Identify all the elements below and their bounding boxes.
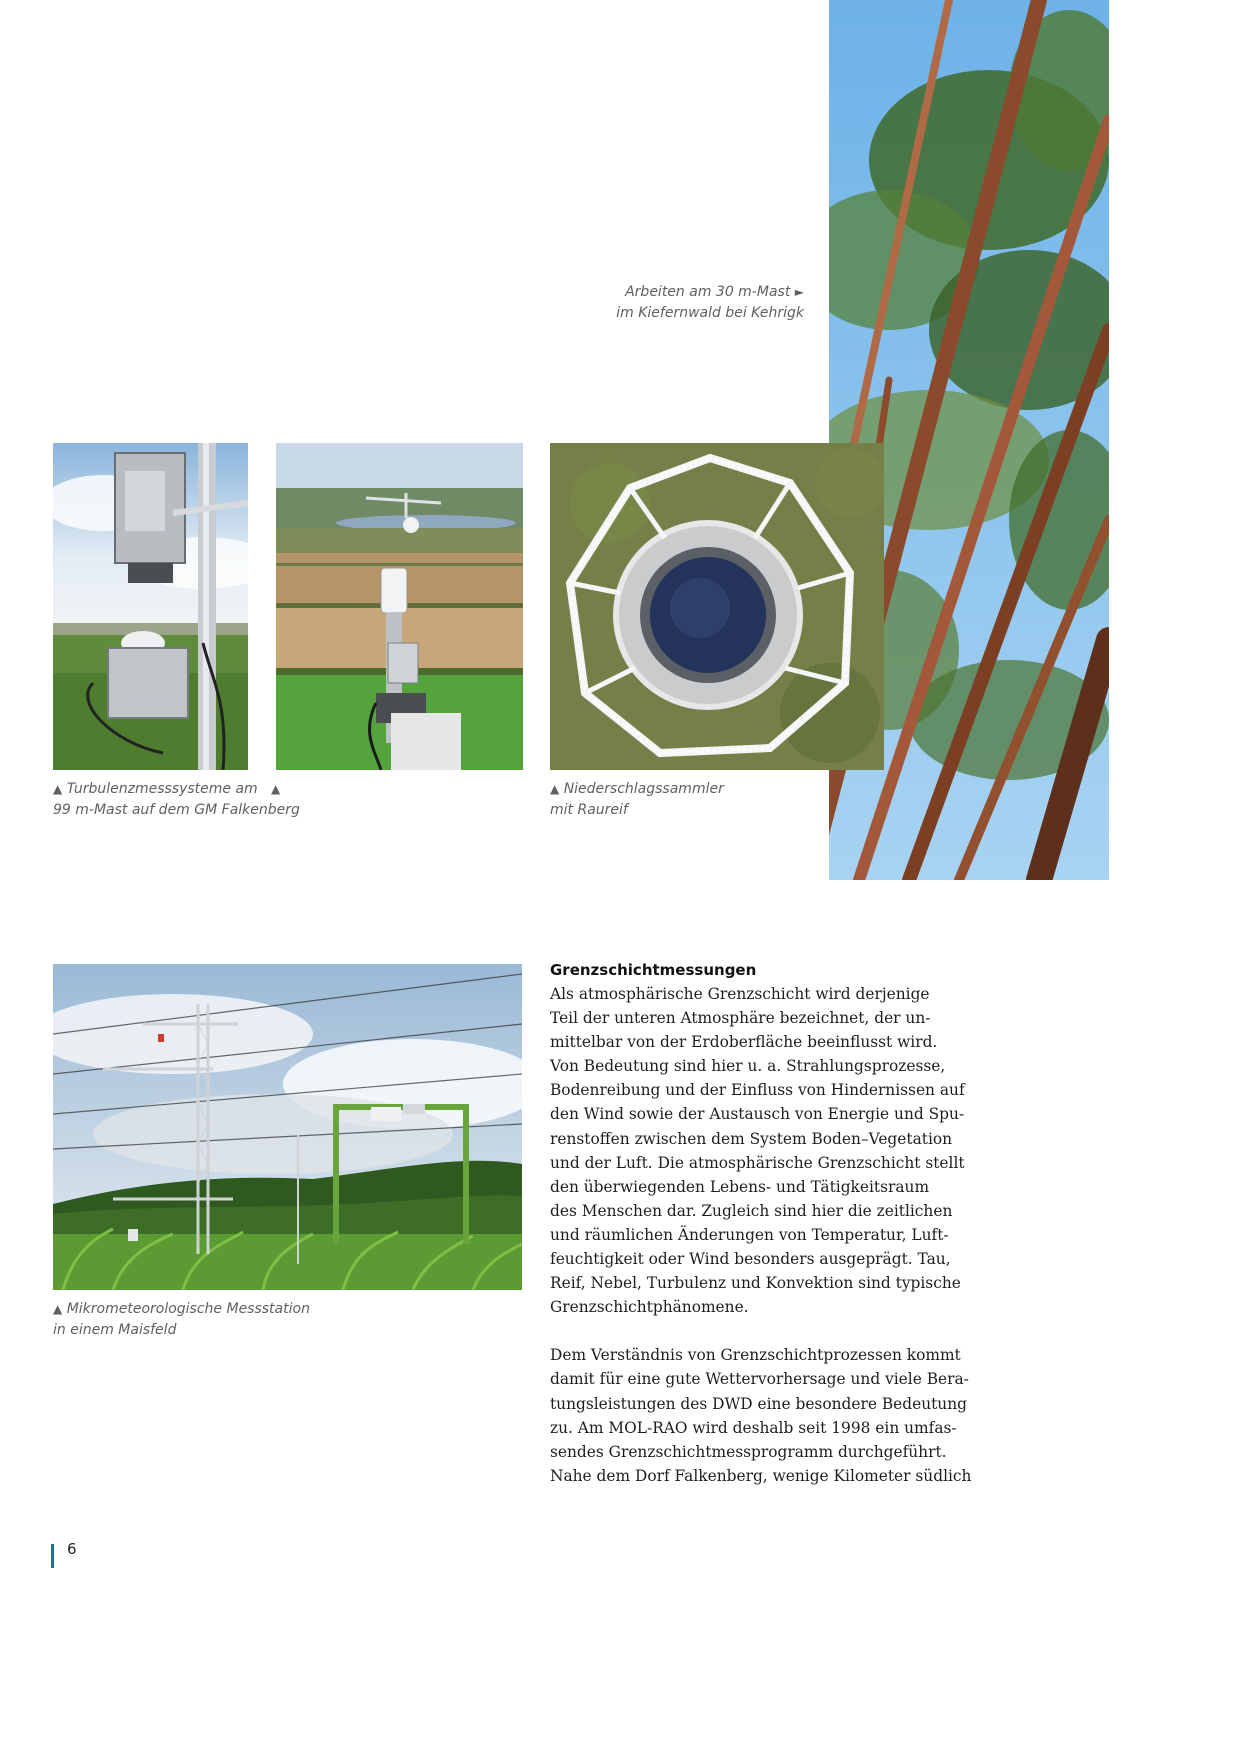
turbulence-caption-line2: 99 m-Mast auf dem GM Falkenberg <box>53 802 300 818</box>
precipitation-caption-line2: mit Raureif <box>550 802 628 818</box>
article-paragraph-1 <box>550 982 1025 1319</box>
text-line: mittelbar von der Erdoberfläche beeinflusst wird. <box>550 1033 938 1052</box>
article-title: Grenzschichtmessungen <box>550 961 757 979</box>
arrow-up-icon: ▲ <box>53 1302 63 1316</box>
text-line: zu. Am MOL-RAO wird deshalb seit 1998 ein umfas- <box>550 1418 957 1437</box>
text-line: damit für eine gute Wettervorhersage und viele Bera- <box>550 1370 969 1389</box>
maize-caption-line1: Mikrometeorologische Messstation <box>66 1301 310 1317</box>
text-line: Als atmosphärische Grenzschicht wird derjenige <box>550 985 930 1003</box>
turbulence-caption <box>53 779 300 821</box>
text-line: renstoffen zwischen dem System Boden–Vegetation <box>550 1129 953 1148</box>
text-line: den überwiegenden Lebens- und Tätigkeitsraum <box>550 1177 930 1196</box>
text-line: des Menschen dar. Zugleich sind hier die zeitlichen <box>550 1201 953 1220</box>
text-line: Von Bedeutung sind hier u. a. Strahlungsprozesse, <box>550 1057 946 1076</box>
text-line: Teil der unteren Atmosphäre bezeichnet, der un- <box>550 1009 931 1028</box>
precipitation-caption-line1: Niederschlagssammler <box>563 781 724 797</box>
text-line: feuchtigkeit oder Wind besonders ausgeprägt. Tau, <box>550 1250 951 1269</box>
text-line: sendes Grenzschichtmessprogramm durchgeführt. <box>550 1442 947 1461</box>
arrow-up-icon: ▲ <box>53 782 63 796</box>
text-line: Nahe dem Dorf Falkenberg, wenige Kilometer südlich <box>550 1466 972 1485</box>
page-number: 6 <box>67 1540 77 1558</box>
text-line: Reif, Nebel, Turbulenz und Konvektion sind typische <box>550 1274 961 1293</box>
text-line: Dem Verständnis von Grenzschichtprozessen kommt <box>550 1346 961 1365</box>
turbulence-caption-line1: Turbulenzmesssysteme am <box>66 781 258 797</box>
arrow-right-icon: ► <box>794 285 804 299</box>
text-line: Bodenreibung und der Einfluss von Hindernissen auf <box>550 1081 965 1100</box>
page-number-accent-bar <box>51 1544 54 1568</box>
forest-caption-line1: Arbeiten am 30 m-Mast <box>625 284 791 300</box>
text-line: den Wind sowie der Austausch von Energie und Spu- <box>550 1105 965 1124</box>
text-line: und räumlichen Änderungen von Temperatur, Luft- <box>550 1225 949 1244</box>
precipitation-photo <box>550 443 884 770</box>
maize-field-photo <box>53 964 522 1290</box>
maize-caption <box>53 1299 310 1341</box>
text-line: Grenzschichtphänomene. <box>550 1298 749 1317</box>
maize-caption-line2: in einem Maisfeld <box>53 1322 177 1338</box>
article-paragraph-2 <box>550 1343 1025 1488</box>
article <box>550 958 1025 1488</box>
text-line: und der Luft. Die atmosphärische Grenzschicht stellt <box>550 1153 965 1172</box>
forest-caption <box>616 282 804 324</box>
forest-caption-line2: im Kiefernwald bei Kehrigk <box>616 305 804 321</box>
turbulence-photo-1 <box>53 443 248 770</box>
turbulence-photo-2 <box>276 443 523 770</box>
precipitation-caption <box>550 779 724 821</box>
text-line: tungsleistungen des DWD eine besondere Bedeutung <box>550 1394 967 1413</box>
arrow-up-icon: ▲ <box>550 782 560 796</box>
arrow-up-icon: ▲ <box>271 782 281 796</box>
